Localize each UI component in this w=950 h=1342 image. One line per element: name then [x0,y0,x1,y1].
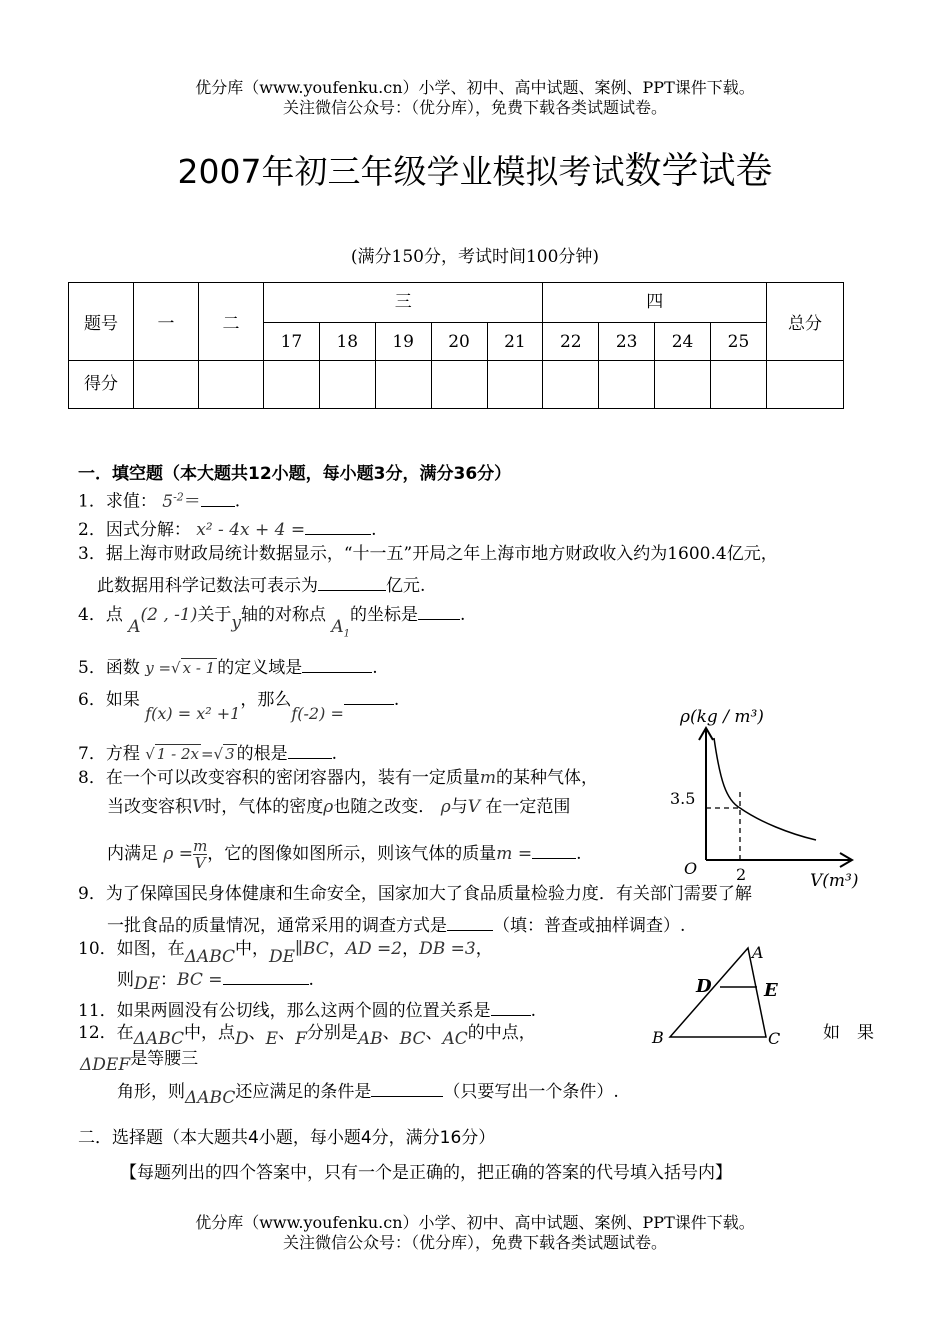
table-sub-24: 24 [655,323,711,361]
table-sub-17: 17 [264,323,320,361]
answer-blank[interactable] [288,740,332,759]
question-10: 10．如图，在ΔABC中，DE∥BC，AD =2，DB =3， [78,939,493,967]
math: f(-2) = [291,704,344,723]
math-a: A [331,617,344,637]
section-1-heading: 一．填空题（本大题共12小题，每小题3分，满分36分） [78,464,512,484]
q-text: 的中点， [467,1023,536,1043]
q-num: 12． [78,1023,117,1043]
q-text: 因式分解： [105,520,191,540]
score-cell[interactable] [655,361,711,409]
math-eq: ＝ [183,491,201,512]
table-sub-18: 18 [319,323,375,361]
graph-x-label: V(m³) [810,871,859,891]
math: DE [134,974,161,994]
math-triangle: ΔABC [184,947,236,967]
question-12: 12．在ΔABC中，点D、E、F分别是AB、BC、AC的中点， [78,1023,536,1049]
table-sub-23: 23 [599,323,655,361]
section-2-instruction: 【每题列出的四个答案中，只有一个是正确的，把正确的答案的代号填入括号内】 [120,1163,732,1183]
label-e: E [764,980,778,1001]
q-text: 时，气体的密度 [204,797,324,817]
q-num: 3． [78,544,106,564]
question-11 [78,997,536,1022]
score-table [68,282,844,409]
q-text: 的根是 [236,744,288,764]
math-sqrt: √ x - 1 [171,659,216,677]
question-5 [78,654,378,679]
math-fraction [193,838,207,871]
table-col-total: 总分 [767,283,844,361]
math: x² - 4x + 4 = [196,520,306,540]
q-num: 2． [78,520,106,540]
curve [714,738,816,840]
q-num: 5． [78,658,106,678]
score-cell[interactable] [319,361,375,409]
graph-origin: O [684,859,698,878]
q-text: 在一个可以改变容积的密闭容器内，装有一定质量 [105,768,480,788]
q-text: 则 [117,970,134,990]
footer-line-1: 优分库（www.youfenku.cn）小学、初中、高中试题、案例、PPT课件下载。 [195,1213,755,1232]
title-part-2: 数学试卷 [624,149,773,192]
header-line-1: 优分库（www.youfenku.cn）小学、初中、高中试题、案例、PPT课件下载。 [195,78,755,97]
question-8 [78,767,598,789]
math-coords: (2 , -1) [140,605,198,625]
density-graph [660,700,880,895]
table-label-qno: 题号 [69,283,134,361]
q-text: 如果两圆没有公切线，那么这两个圆的位置关系是 [116,1001,491,1021]
question-4 [78,601,466,640]
score-cell[interactable] [375,361,431,409]
q-text: 在 [116,1023,134,1043]
q-end: . [234,491,241,512]
math: BC = [177,970,223,990]
answer-blank[interactable] [491,997,531,1016]
table-col-4: 四 [543,283,767,323]
math-exp: -2 [173,490,184,503]
math-ab: AB [357,1029,383,1049]
table-sub-19: 19 [375,323,431,361]
question-10-line-2 [117,966,314,994]
q-text: 与 [450,797,468,817]
math-colon: ： [160,970,178,990]
score-cell[interactable] [543,361,599,409]
math-e: E [265,1029,279,1049]
math-rho: ρ [440,797,451,817]
question-12-tail: 如 果 [823,1023,874,1043]
math-triangle: ΔABC [133,1029,185,1049]
q-end: . [393,690,400,710]
math-parallel: ∥ [295,939,303,959]
answer-blank[interactable] [318,572,386,591]
table-label-score: 得分 [69,361,134,409]
q-num: 8． [78,768,106,788]
q-text: （填：普查或抽样调查）. [493,916,686,936]
q-text: 如图，在 [116,939,185,959]
q-text: 中，点 [184,1023,236,1043]
score-cell[interactable] [711,361,767,409]
q-text: 方程 [105,744,140,764]
q-text: 关于 [197,605,232,625]
math-f: F [295,1029,307,1049]
math: f(x) = x² +1 [145,704,241,723]
answer-blank[interactable] [223,966,309,985]
q-text: ，那么 [240,690,292,710]
answer-blank[interactable] [532,840,576,859]
page-title [0,140,950,194]
math-def: ΔDEF [80,1055,131,1075]
q-text: （只要写出一个条件）. [443,1082,619,1102]
answer-blank[interactable] [302,654,372,673]
q-text: 点 [105,605,123,625]
table-sub-22: 22 [543,323,599,361]
question-7 [78,740,337,765]
q-text: 还应满足的条件是 [235,1082,372,1102]
question-8-line-3 [107,838,581,871]
math-m: m [479,768,496,788]
score-cell[interactable] [599,361,655,409]
q-text: 的坐标是 [350,605,419,625]
math-d: D [235,1029,249,1049]
q-num: 9． [78,884,106,904]
frac-den: V [194,854,206,872]
table-sub-25: 25 [711,323,767,361]
math-y: y [231,613,241,633]
q-text: 中， [235,939,270,959]
q-num: 7． [78,744,106,764]
exam-subtitle: (满分150分，考试时间100分钟) [350,247,600,267]
score-cell[interactable] [134,361,199,409]
math-point-a1 [331,617,351,640]
frac-num: m [193,837,208,855]
q-text: 据上海市财政局统计数据显示，“十一五”开局之年上海市地方财政收入约为1600.4亿元， [105,544,778,564]
triangle-figure [648,940,798,1050]
math-point-a: A [128,617,141,637]
q-text: 此数据用科学记数法可表示为 [97,576,318,596]
q-text: 求值： [105,491,157,512]
math-ac: AC [442,1029,468,1049]
label-b: B [652,1028,664,1047]
answer-blank[interactable] [344,686,394,705]
q-end: . [308,970,314,990]
math-eq: = [200,745,214,763]
q-text: 也随之改变． [333,797,436,817]
math-radicand: 3 [225,745,235,763]
q-num: 10． [78,939,117,959]
question-9 [78,883,752,905]
q-text: 在一定范围 [485,797,571,817]
question-6 [78,686,400,723]
q-text: 函数 [105,658,140,678]
math-sub: 1 [343,628,351,640]
q-text: ，它的图像如图所示，则该气体的质量 [207,844,497,864]
score-cell[interactable] [487,361,543,409]
q-text: 为了保障国民身体健康和生命安全，国家加大了食品质量检验力度．有关部门需要了解 [105,884,752,904]
answer-blank[interactable] [371,1078,443,1097]
score-cell[interactable] [767,361,844,409]
q-text: 轴的对称点 [240,605,326,625]
graph-y-label: ρ(kg / m³) [680,707,764,727]
math: DB =3 [419,939,476,959]
math: y = [145,659,172,677]
math [162,492,184,512]
question-12-line-3 [117,1078,619,1108]
q-text: 的某种气体， [495,768,598,788]
math-v: V [467,797,480,817]
question-1 [78,486,240,513]
math-triangle: ΔABC [185,1088,236,1108]
q-text: 一批食品的质量情况，通常采用的调查方式是 [107,916,447,936]
q-text: 分别是 [306,1023,358,1043]
q-text: 角形，则 [117,1082,185,1102]
label-a: A [752,943,764,962]
math: DE [269,947,296,967]
q-end: . [371,520,377,540]
q-text: 当改变容积 [107,797,192,817]
title-part-1: 2007年初三年级学业模拟考试 [177,152,625,191]
question-3-line-2 [97,572,425,597]
answer-blank[interactable] [418,601,460,620]
math-bc: BC [399,1029,426,1049]
label-d: D [696,976,712,997]
table-sub-21: 21 [487,323,543,361]
question-2 [78,516,377,541]
graph-y-tick: 3.5 [670,789,696,808]
table-col-1: 一 [134,283,199,361]
q-text: 的定义域是 [217,658,303,678]
question-9-line-2 [107,912,685,937]
q-num: 6． [78,690,106,710]
math-sqrt: √ 3 [213,745,235,763]
score-cell[interactable] [199,361,264,409]
q-end: . [460,605,466,625]
math: BC [302,939,329,959]
score-cell[interactable] [431,361,487,409]
score-cell[interactable] [264,361,320,409]
answer-blank[interactable] [447,912,493,931]
q-text: 如果 [105,690,140,710]
math-formula: ρ = [163,844,194,864]
label-c: C [768,1029,781,1048]
math: m = [496,844,533,864]
math-v: V [192,797,205,817]
question-8-line-2 [107,796,570,818]
q-end: . [372,658,378,678]
table-col-3: 三 [264,283,543,323]
section-2-heading: 二．选择题（本大题共4小题，每小题4分，满分16分） [78,1128,496,1148]
table-sub-20: 20 [431,323,487,361]
q-end: 亿元. [386,576,426,596]
q-text: 内满足 [107,844,158,864]
answer-blank[interactable] [305,516,371,535]
math-radicand: x - 1 [182,659,216,677]
q-end: . [331,744,338,764]
math-rho: ρ [323,797,334,817]
math: AD =2 [345,939,403,959]
q-num: 1． [78,491,106,512]
q-num: 4． [78,605,106,625]
header-line-2: 关注微信公众号：（优分库），免费下载各类试题试卷。 [282,98,667,117]
question-12-line-2 [80,1048,199,1075]
footer-line-2: 关注微信公众号：（优分库），免费下载各类试题试卷。 [282,1233,667,1252]
q-text: 是等腰三 [130,1049,199,1069]
q-num: 11． [78,1001,117,1021]
math-radicand: 1 - 2x [156,745,199,763]
graph-x-tick: 2 [736,865,747,884]
question-3 [78,543,778,565]
answer-blank[interactable] [201,488,235,507]
table-col-2: 二 [199,283,264,361]
q-end: . [530,1001,537,1021]
math-base: 5 [162,491,174,512]
q-end: . [576,844,582,864]
math-sqrt: √ 1 - 2x [145,745,199,763]
